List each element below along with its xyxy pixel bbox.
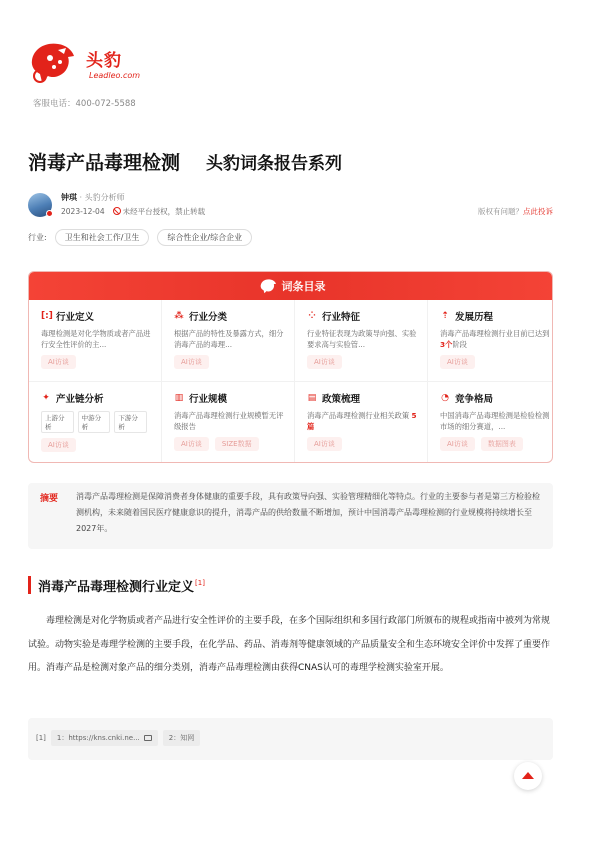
leopard-logo-icon bbox=[28, 40, 76, 84]
author-role: · 头豹分析师 bbox=[79, 193, 125, 202]
author-name: 钟琪 bbox=[61, 193, 77, 202]
directory-item-desc bbox=[307, 410, 417, 432]
avatar-badge-icon bbox=[46, 210, 53, 217]
directory-item-desc: 毒理检测是对化学物质或者产品进行安全性评价的主... bbox=[41, 329, 151, 349]
directory-item-competition[interactable] bbox=[428, 382, 553, 463]
definition-icon: [:] bbox=[41, 311, 53, 321]
references-box bbox=[28, 718, 553, 760]
copyright-report bbox=[478, 206, 553, 217]
directory-item-title: 行业分类 bbox=[189, 312, 228, 323]
directory-item-desc: 中国消毒产品毒理检测是检验检测市场的细分赛道，... bbox=[440, 411, 550, 431]
directory-item-desc bbox=[440, 328, 550, 350]
copyright-question: 版权有问题？ bbox=[478, 207, 523, 216]
directory-card bbox=[28, 271, 553, 463]
directory-item-title: 政策梳理 bbox=[322, 394, 361, 405]
section-title bbox=[38, 576, 205, 595]
ai-interview-button[interactable]: AI访谈 bbox=[41, 438, 76, 452]
directory-item-definition[interactable] bbox=[29, 300, 162, 382]
reference-link[interactable] bbox=[163, 730, 200, 746]
desc-highlight: 3个 bbox=[440, 340, 453, 349]
directory-item-desc: 消毒产品毒理检测行业规模暂无评级报告 bbox=[174, 411, 284, 431]
ai-interview-button[interactable]: AI访谈 bbox=[174, 437, 209, 451]
summary-label: 摘要 bbox=[40, 494, 59, 504]
directory-item-desc: 行业特征表现为政策导向强、实验要求高与实验管... bbox=[307, 329, 417, 349]
desc-text: 消毒产品毒理检测行业相关政策 bbox=[307, 411, 412, 420]
directory-item-title: 发展历程 bbox=[455, 312, 494, 323]
no-reprint-icon bbox=[113, 207, 121, 215]
directory-item-scale[interactable] bbox=[162, 382, 295, 463]
service-phone: 客服电话：400-072-5588 bbox=[33, 99, 136, 109]
directory-item-title: 行业定义 bbox=[56, 312, 95, 323]
complaint-link[interactable]: 点此投诉 bbox=[523, 207, 553, 216]
upstream-tag[interactable]: 上游分析 bbox=[41, 411, 74, 433]
midstream-tag[interactable]: 中游分析 bbox=[78, 411, 111, 433]
industry-label: 行业: bbox=[28, 233, 47, 242]
category-icon: ⁂ bbox=[174, 311, 184, 321]
directory-item-history[interactable] bbox=[428, 300, 553, 382]
summary-box bbox=[28, 483, 553, 549]
desc-text: 消毒产品毒理检测行业目前已达到 bbox=[440, 329, 550, 338]
directory-header bbox=[29, 272, 553, 300]
image-icon bbox=[144, 735, 152, 741]
report-title: 消毒产品毒理检测 bbox=[28, 152, 181, 174]
reference-marker: [1] bbox=[36, 734, 46, 742]
publish-meta bbox=[61, 206, 205, 217]
directory-item-category[interactable] bbox=[162, 300, 295, 382]
downstream-tag[interactable]: 下游分析 bbox=[114, 411, 147, 433]
ai-interview-button[interactable]: AI访谈 bbox=[440, 437, 475, 451]
history-icon: ⇡ bbox=[441, 311, 449, 321]
reference-text: 2：知网 bbox=[168, 734, 195, 742]
reference-link[interactable] bbox=[51, 730, 158, 746]
ai-interview-button[interactable]: AI访谈 bbox=[440, 355, 475, 369]
section-body: 毒理检测是对化学物质或者产品进行安全性评价的主要手段，在多个国际组织和多国行政部门所颁布的规程或指南中被列为常规试验。动物实验是毒理学检测的主要手段，在化学品、药品、消毒剂等健康领域的产品质量安全和生态环境安全评价中发挥了重要作用。消毒产品是检测对象产品的细分类别，消毒产品毒理检测由获得CNAS认可的毒理学检测实验室开展。 bbox=[28, 616, 551, 673]
page-title bbox=[28, 148, 342, 175]
industry-tag[interactable]: 综合性企业/综合企业 bbox=[157, 229, 252, 246]
directory-item-policy[interactable] bbox=[295, 382, 428, 463]
data-chart-button[interactable]: 数据图表 bbox=[481, 437, 523, 451]
directory-item-chain[interactable] bbox=[29, 382, 162, 463]
brand-url: Leadleo.com bbox=[89, 71, 141, 80]
brand-logo[interactable] bbox=[28, 40, 148, 86]
desc-highlight: 5篇 bbox=[307, 411, 417, 431]
reference-marker[interactable]: [1] bbox=[195, 579, 205, 587]
leopard-logo-icon bbox=[258, 278, 278, 294]
publish-date: 2023-12-04 bbox=[61, 207, 105, 216]
directory-item-feature[interactable] bbox=[295, 300, 428, 382]
feature-icon: ⁘ bbox=[308, 311, 316, 321]
reference-text: 1：https://kns.cnki.ne... bbox=[56, 734, 140, 742]
ai-interview-button[interactable]: AI访谈 bbox=[41, 355, 76, 369]
competition-icon: ◔ bbox=[441, 393, 449, 403]
scale-icon: ▥ bbox=[174, 393, 184, 403]
report-series: 头豹词条报告系列 bbox=[206, 154, 343, 174]
industry-tag[interactable]: 卫生和社会工作/卫生 bbox=[55, 229, 150, 246]
directory-grid bbox=[29, 300, 553, 463]
industry-row bbox=[28, 229, 252, 246]
size-data-button[interactable]: SIZE数据 bbox=[215, 437, 259, 451]
section-accent-bar bbox=[28, 576, 31, 594]
desc-text: 阶段 bbox=[452, 340, 467, 349]
section-title-text: 消毒产品毒理检测行业定义 bbox=[38, 580, 195, 595]
author-line bbox=[61, 192, 125, 203]
directory-item-title: 竞争格局 bbox=[455, 394, 494, 405]
reprint-notice: 未经平台授权，禁止转载 bbox=[122, 207, 206, 216]
ai-interview-button[interactable]: AI访谈 bbox=[307, 355, 342, 369]
brand-name: 头豹 bbox=[86, 51, 122, 71]
directory-item-title: 行业规模 bbox=[189, 394, 228, 405]
back-to-top-button[interactable] bbox=[514, 762, 542, 790]
directory-item-desc: 根据产品的特性及暴露方式，细分消毒产品的毒理... bbox=[174, 329, 284, 349]
directory-item-title: 行业特征 bbox=[322, 312, 361, 323]
chain-icon: ✦ bbox=[42, 393, 50, 403]
policy-icon: ▤ bbox=[307, 393, 317, 403]
directory-item-title: 产业链分析 bbox=[56, 394, 104, 405]
ai-interview-button[interactable]: AI访谈 bbox=[307, 437, 342, 451]
directory-heading: 词条目录 bbox=[281, 280, 326, 293]
ai-interview-button[interactable]: AI访谈 bbox=[174, 355, 209, 369]
summary-text: 消毒产品毒理检测是保障消费者身体健康的重要手段，具有政策导向强、实验管理精细化等特点。行业的主要参与者是第三方检验检测机构，未来随着国民医疗健康意识的提升，消毒产品的供给数量不断增加，预计中国消毒产品毒理检测的行业规模将持续增长至2027年。 bbox=[76, 492, 540, 533]
